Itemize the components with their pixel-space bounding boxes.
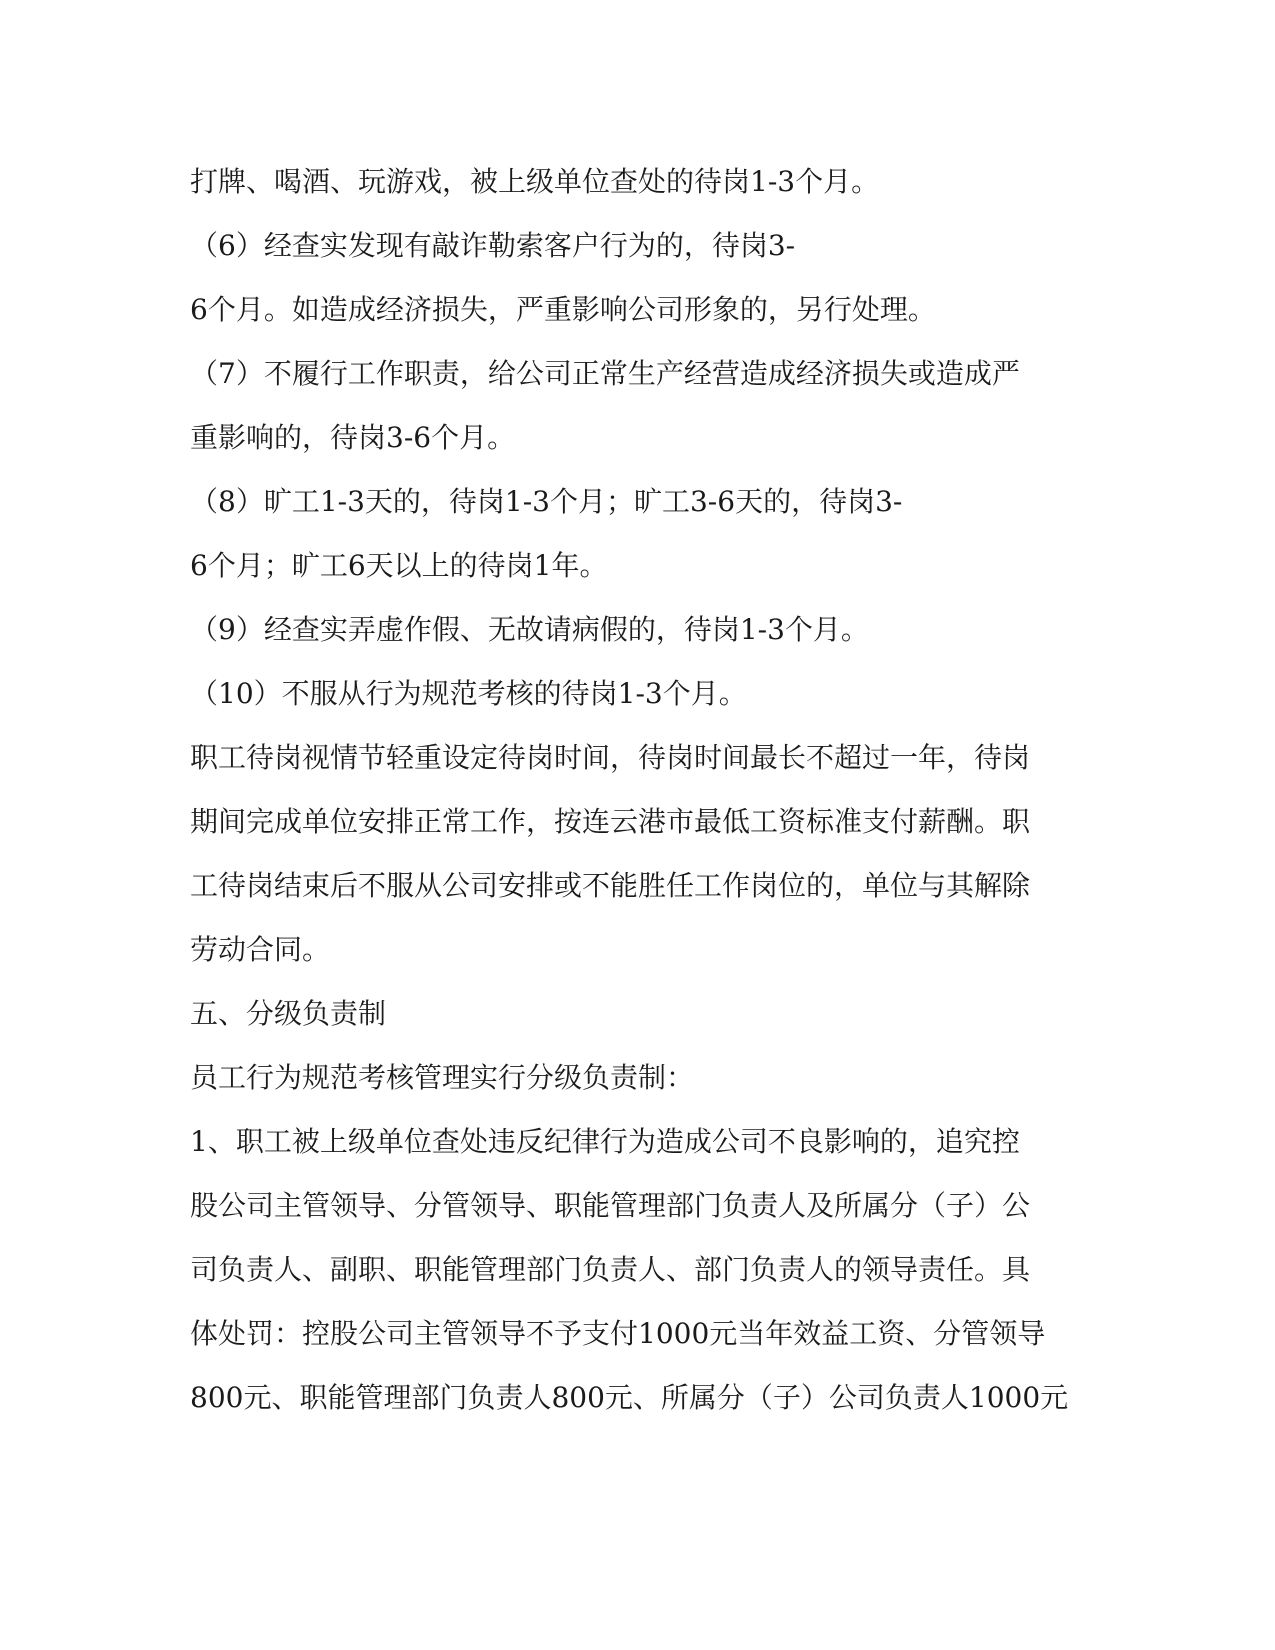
text-line: 打牌、喝酒、玩游戏，被上级单位查处的待岗1-3个月。 (190, 165, 880, 198)
text-line: （8）旷工1-3天的，待岗1-3个月；旷工3-6天的，待岗3- (190, 485, 903, 518)
text-line: （6）经查实发现有敲诈勒索客户行为的，待岗3- (190, 229, 796, 262)
text-line: 司负责人、副职、职能管理部门负责人、部门负责人的领导责任。具 (190, 1253, 1031, 1286)
text-line: （10）不服从行为规范考核的待岗1-3个月。 (190, 677, 747, 710)
text-line: 重影响的，待岗3-6个月。 (190, 421, 516, 454)
text-line: 800元、职能管理部门负责人800元、所属分（子）公司负责人1000元 (190, 1381, 1069, 1414)
text-line: 员工行为规范考核管理实行分级负责制： (190, 1061, 695, 1094)
text-line: 体处罚：控股公司主管领导不予支付1000元当年效益工资、分管领导 (190, 1317, 1046, 1350)
text-line: 劳动合同。 (190, 933, 331, 966)
text-line: 工待岗结束后不服从公司安排或不能胜任工作岗位的，单位与其解除 (190, 869, 1031, 902)
text-line: 股公司主管领导、分管领导、职能管理部门负责人及所属分（子）公 (190, 1189, 1031, 1222)
text-line: 期间完成单位安排正常工作，按连云港市最低工资标准支付薪酬。职 (190, 805, 1031, 838)
section-heading: 五、分级负责制 (190, 997, 387, 1030)
text-line: 1、职工被上级单位查处违反纪律行为造成公司不良影响的，追究控 (190, 1125, 1020, 1158)
text-line: （7）不履行工作职责，给公司正常生产经营造成经济损失或造成严 (190, 357, 1020, 390)
text-line: 6个月；旷工6天以上的待岗1年。 (190, 549, 608, 582)
text-line: （9）经查实弄虚作假、无故请病假的，待岗1-3个月。 (190, 613, 869, 646)
text-line: 职工待岗视情节轻重设定待岗时间，待岗时间最长不超过一年，待岗 (190, 741, 1031, 774)
text-line: 6个月。如造成经济损失，严重影响公司形象的，另行处理。 (190, 293, 936, 326)
body-text (190, 158, 1070, 1438)
